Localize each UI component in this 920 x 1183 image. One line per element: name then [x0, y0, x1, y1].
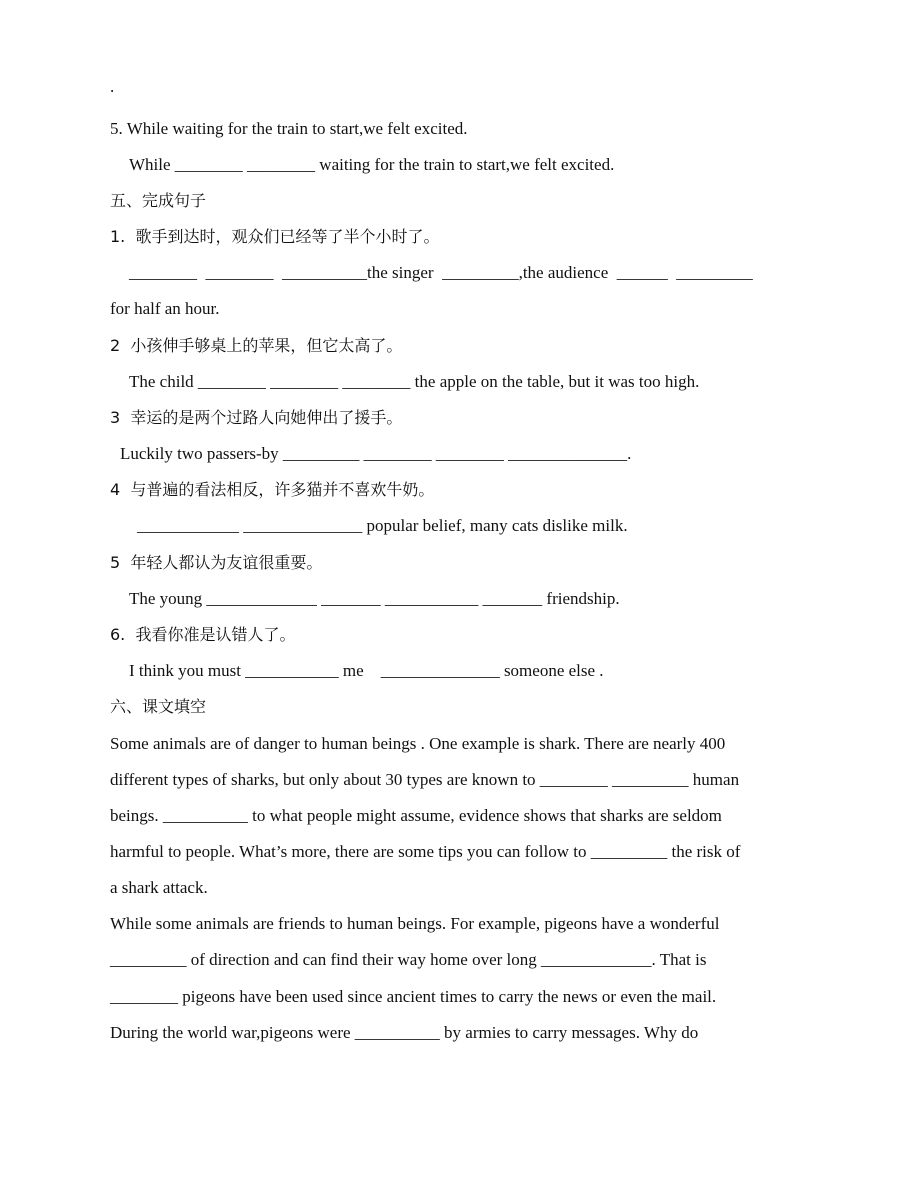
- rewrite-q5-original: 5. While waiting for the train to start,we felt excited.: [110, 119, 468, 138]
- passage-line-8: ________ pigeons have been used since ancient times to carry the news or even the mail.: [110, 987, 717, 1006]
- sentence-3-chinese: 3 幸运的是两个过路人向她伸出了援手。: [110, 408, 403, 427]
- sentence-2-chinese: 2 小孩伸手够桌上的苹果，但它太高了。: [110, 336, 403, 355]
- passage-line-1: Some animals are of danger to human beings . One example is shark. There are nearly 400: [110, 734, 726, 753]
- passage-line-6: While some animals are friends to human beings. For example, pigeons have a wonderful: [110, 914, 720, 933]
- passage-line-4: harmful to people. What’s more, there are some tips you can follow to _________ the risk of: [110, 842, 741, 861]
- sentence-6-english: I think you must ___________ me ______________ someone else .: [129, 661, 604, 680]
- sentence-1-english-cont: for half an hour.: [110, 299, 220, 318]
- sentence-1-english: ________ ________ __________the singer _________,the audience ______ _________: [129, 263, 753, 282]
- section-5-title: 五、完成句子: [110, 191, 207, 210]
- passage-line-5: a shark attack.: [110, 878, 208, 897]
- sentence-2-english: The child ________ ________ ________ the apple on the table, but it was too high.: [129, 372, 700, 391]
- section-6-title: 六、课文填空: [110, 697, 207, 716]
- sentence-4-english: ____________ ______________ popular belief, many cats dislike milk.: [137, 516, 628, 535]
- passage-line-3: beings. __________ to what people might assume, evidence shows that sharks are seldom: [110, 806, 722, 825]
- sentence-1-chinese: 1. 歌手到达时，观众们已经等了半个小时了。: [110, 227, 440, 246]
- stray-dot: .: [110, 77, 115, 96]
- passage-line-7: _________ of direction and can find their way home over long _____________. That is: [110, 950, 707, 969]
- passage-line-2: different types of sharks, but only about 30 types are known to ________ _________ human: [110, 770, 740, 789]
- sentence-3-english: Luckily two passers-by _________ ________ ________ ______________.: [120, 444, 632, 463]
- sentence-5-chinese: 5 年轻人都认为友谊很重要。: [110, 553, 323, 572]
- passage-line-9: During the world war,pigeons were __________ by armies to carry messages. Why do: [110, 1023, 699, 1042]
- sentence-4-chinese: 4 与普遍的看法相反，许多猫并不喜欢牛奶。: [110, 480, 435, 499]
- rewrite-q5-blank: While ________ ________ waiting for the train to start,we felt excited.: [129, 155, 615, 174]
- sentence-5-english: The young _____________ _______ ___________ _______ friendship.: [129, 589, 620, 608]
- sentence-6-chinese: 6. 我看你准是认错人了。: [110, 625, 296, 644]
